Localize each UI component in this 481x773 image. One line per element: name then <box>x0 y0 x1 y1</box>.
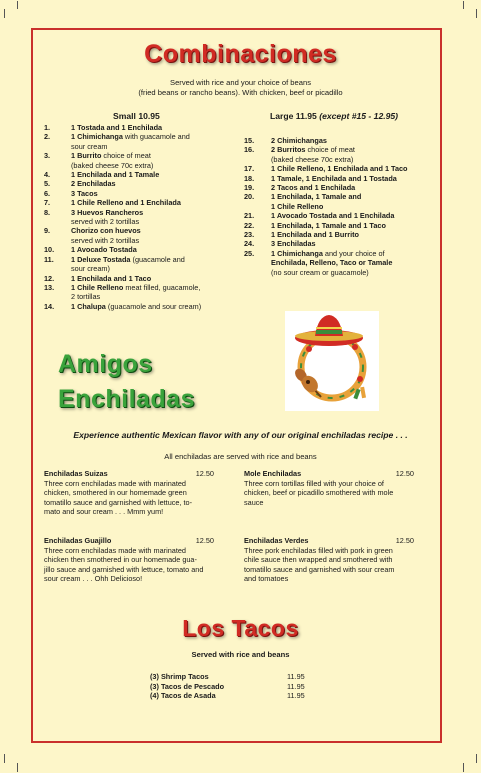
taco-name: (3) Shrimp Tacos <box>150 672 209 681</box>
combo-number: 15. <box>244 136 255 145</box>
enchilada-item <box>244 469 420 507</box>
combo-detail: sour cream) <box>71 264 110 274</box>
combo-name: 2 Enchiladas <box>71 179 116 189</box>
combo-item <box>44 151 234 160</box>
tacos-subtitle: Served with rice and beans <box>191 650 290 659</box>
combo-text <box>271 202 434 211</box>
large-heading-note: (except #15 - 12.95) <box>319 111 399 121</box>
enchilada-description-line: chile sauce then wrapped and smothered with <box>244 555 393 565</box>
combo-name: 1 Chile Relleno, 1 Enchilada and 1 Taco <box>271 164 408 174</box>
subtitle-line: (fried beans or rancho beans). With chicken, beef or picadillo <box>138 88 343 97</box>
combinaciones-title: Combinaciones <box>144 40 337 68</box>
subtitle-line: Served with rice and your choice of beans <box>170 78 311 87</box>
combo-item <box>244 249 434 258</box>
combo-number <box>244 155 271 164</box>
small-combo-list <box>44 123 234 311</box>
combo-number: 2. <box>44 132 51 142</box>
combo-number: 8. <box>44 207 51 217</box>
taco-item <box>150 672 305 682</box>
enchiladas-served-note: All enchiladas are served with rice and beans <box>164 452 317 461</box>
combo-text <box>271 136 434 145</box>
combo-text <box>71 151 234 160</box>
combo-number <box>44 236 71 245</box>
combo-item <box>44 236 234 245</box>
combo-item <box>44 292 234 301</box>
enchilada-price: 12.50 <box>395 536 414 545</box>
combo-text <box>71 292 234 301</box>
combo-number <box>244 202 271 211</box>
enchilada-name: Enchiladas Verdes <box>244 536 309 545</box>
combo-item <box>44 123 234 132</box>
enchiladas-title-line1: Amigos <box>58 350 153 378</box>
combo-item <box>244 183 434 192</box>
taco-price: 11.95 <box>287 672 305 681</box>
combo-text <box>271 258 434 267</box>
combo-number <box>244 268 271 277</box>
combo-name: 1 Enchilada, 1 Tamale and <box>271 192 362 202</box>
enchilada-description-line: sour cream . . . Ohh Delicioso! <box>44 574 143 584</box>
combo-name: 1 Chile Relleno <box>71 282 124 292</box>
combo-item <box>44 226 234 235</box>
enchiladas-title-line2: Enchiladas <box>58 385 195 413</box>
crop-mark <box>476 754 477 763</box>
combo-name: Enchilada, Relleno, Taco or Tamale <box>271 258 393 268</box>
combo-item <box>44 189 234 198</box>
taco-item <box>150 682 305 692</box>
combo-number: 4. <box>44 170 51 180</box>
combo-item <box>44 208 234 217</box>
combo-text <box>71 226 234 235</box>
combo-name: 3 Enchiladas <box>271 239 316 249</box>
small-heading: Small 10.95 <box>113 111 160 121</box>
combo-number: 1. <box>44 123 51 132</box>
enchilada-description-line: chicken, smothered in our homemade green <box>44 488 187 498</box>
combo-item <box>244 174 434 183</box>
taco-price: 11.95 <box>287 681 305 691</box>
combo-item <box>44 283 234 292</box>
enchilada-description-line: chicken, beef or picadillo smothered with mole <box>244 488 394 498</box>
combo-text <box>71 161 234 170</box>
combo-detail: served with 2 tortillas <box>71 235 140 245</box>
combo-number: 7. <box>44 198 51 208</box>
enchilada-description-line: and tomatoes <box>244 574 289 584</box>
crop-mark <box>17 763 18 772</box>
combo-number: 18. <box>244 173 255 183</box>
enchilada-description-line: Three pork enchiladas filled with pork in green <box>244 545 393 555</box>
large-heading <box>270 111 398 121</box>
combo-item <box>244 145 434 154</box>
combo-detail: choice of meat <box>101 151 151 161</box>
combo-name: 1 Tostada and 1 Enchilada <box>71 123 163 132</box>
combo-text <box>271 183 434 192</box>
large-heading-label: Large 11.95 <box>270 111 317 121</box>
combo-name: 3 Tacos <box>71 188 98 198</box>
combo-item <box>244 136 434 145</box>
combo-text <box>71 302 234 311</box>
crop-mark <box>463 1 464 9</box>
combo-item <box>244 155 434 164</box>
enchilada-description-line: tomatillo sauce and garnished with sour cream <box>244 564 395 574</box>
combo-text <box>71 142 234 151</box>
combo-number: 23. <box>244 230 255 240</box>
combo-name: 1 Enchilada, 1 Tamale and 1 Taco <box>271 220 386 230</box>
combo-name: 1 Avocado Tostada <box>71 245 137 255</box>
crop-mark <box>476 9 477 18</box>
combo-text <box>71 274 234 283</box>
enchilada-price: 12.50 <box>195 536 214 545</box>
sombrero-logo <box>285 311 379 411</box>
combo-number: 6. <box>44 188 51 198</box>
sombrero-icon <box>285 311 379 411</box>
combo-text <box>71 123 234 132</box>
crop-mark <box>463 763 464 772</box>
combo-item <box>44 179 234 188</box>
combo-item <box>244 221 434 230</box>
taco-name: (3) Tacos de Pescado <box>150 681 225 691</box>
combo-number: 14. <box>44 301 55 311</box>
combo-text <box>71 198 234 207</box>
combo-number: 22. <box>244 220 255 230</box>
crop-mark <box>4 754 5 763</box>
combo-number <box>244 258 271 267</box>
combo-number: 17. <box>244 164 255 174</box>
combo-text <box>71 179 234 188</box>
combo-number <box>44 142 71 151</box>
large-combo-list <box>244 136 434 277</box>
combo-number: 24. <box>244 239 255 249</box>
enchilada-item <box>44 536 220 584</box>
enchilada-name: Mole Enchiladas <box>244 469 302 478</box>
combo-name: 1 Tamale, 1 Enchilada and 1 Tostada <box>271 173 397 183</box>
combo-item <box>44 274 234 283</box>
combo-text <box>71 283 234 292</box>
combo-name: 1 Enchilada and 1 Tamale <box>71 170 160 180</box>
tacos-title: Los Tacos <box>182 615 299 641</box>
combo-item <box>244 211 434 220</box>
combo-name: 1 Chimichanga <box>71 132 123 142</box>
combo-text <box>71 208 234 217</box>
combo-number: 11. <box>44 254 54 264</box>
enchilada-description-line: Three corn enchiladas made with marinated <box>44 478 186 488</box>
combo-text <box>71 245 234 254</box>
tacos-list <box>150 672 305 701</box>
combo-item <box>244 230 434 239</box>
combo-detail: (guacamole and <box>130 254 185 264</box>
combo-text <box>71 132 234 141</box>
enchilada-header <box>44 536 220 546</box>
combo-text <box>71 170 234 179</box>
combo-number: 12. <box>44 273 55 283</box>
combo-number: 21. <box>244 211 255 221</box>
combo-item <box>44 217 234 226</box>
enchilada-price: 12.50 <box>195 469 214 478</box>
combo-name: 1 Chile Relleno <box>271 201 324 211</box>
enchilada-description-line: Three corn tortillas filled with your choice of <box>244 478 384 488</box>
combo-item <box>44 170 234 179</box>
combo-item <box>44 142 234 151</box>
combo-text <box>71 255 234 264</box>
combo-item <box>44 245 234 254</box>
enchilada-header <box>244 536 420 546</box>
combo-name: 1 Avocado Tostada and 1 Enchilada <box>271 211 395 221</box>
combo-text <box>271 211 434 220</box>
combo-name: 1 Burrito <box>71 151 102 161</box>
enchilada-item <box>44 469 220 517</box>
combo-name: Chorizo con huevos <box>71 226 141 236</box>
combo-text <box>271 249 434 258</box>
combo-item <box>44 255 234 264</box>
combo-detail: 2 tortillas <box>71 292 101 302</box>
crop-mark <box>17 1 18 9</box>
combo-item <box>44 198 234 207</box>
combo-number <box>44 292 71 301</box>
combinaciones-subtitle <box>0 78 481 98</box>
combo-name: 1 Chalupa <box>71 301 106 311</box>
combo-detail: choice of meat <box>305 145 355 155</box>
enchilada-header <box>244 469 420 479</box>
combo-name: 1 Chile Relleno and 1 Enchilada <box>71 198 181 208</box>
taco-name: (4) Tacos de Asada <box>150 691 216 700</box>
taco-price: 11.95 <box>287 691 305 700</box>
combo-text <box>271 221 434 230</box>
combo-number: 3. <box>44 151 51 161</box>
combo-detail: (baked cheese 70c extra) <box>271 154 354 164</box>
combo-text <box>271 192 434 201</box>
combo-text <box>71 217 234 226</box>
combo-name: 2 Chimichangas <box>271 136 327 145</box>
combo-number: 10. <box>44 245 55 255</box>
combo-detail: meat filled, guacamole, <box>123 282 201 292</box>
combo-item <box>44 161 234 170</box>
combo-text <box>71 264 234 273</box>
combo-text <box>71 236 234 245</box>
combo-name: 2 Burritos <box>271 145 306 155</box>
combo-number: 20. <box>244 192 255 202</box>
combo-name: 2 Tacos and 1 Enchilada <box>271 183 356 193</box>
combo-name: 1 Enchilada and 1 Burrito <box>271 230 359 240</box>
enchilada-header <box>44 469 220 479</box>
crop-mark <box>4 9 5 18</box>
combo-item <box>244 192 434 201</box>
combo-item <box>244 239 434 248</box>
combo-text <box>271 155 434 164</box>
enchilada-description-line: chicken then smothered in our homemade gua- <box>44 555 197 565</box>
combo-item <box>44 302 234 311</box>
combo-item <box>244 164 434 173</box>
combo-number <box>44 161 71 170</box>
enchiladas-tagline: Experience authentic Mexican flavor with any of our original enchiladas recipe . . . <box>73 430 408 440</box>
combo-number: 19. <box>244 183 255 193</box>
combo-detail: sour cream <box>71 141 108 151</box>
combo-number: 5. <box>44 179 51 189</box>
enchilada-name: Enchiladas Guajillo <box>44 536 112 545</box>
combo-detail: (baked cheese 70c extra) <box>71 160 154 170</box>
combo-item <box>244 202 434 211</box>
combo-number: 9. <box>44 226 51 236</box>
combo-detail: (no sour cream or guacamole) <box>271 267 369 277</box>
combo-name: 1 Deluxe Tostada <box>71 254 131 264</box>
enchilada-description-line: Three corn enchiladas made with marinated <box>44 545 186 555</box>
enchilada-name: Enchiladas Suizas <box>44 469 108 478</box>
combo-detail: and your choice of <box>322 248 385 258</box>
enchilada-description-line: tomatillo sauce and garnished with lettuce, to- <box>44 497 193 507</box>
combo-detail: served with 2 tortillas <box>71 217 140 227</box>
combo-name: 1 Chimichanga <box>271 248 323 258</box>
combo-number: 25. <box>244 248 255 258</box>
taco-item <box>150 691 305 701</box>
combo-detail: with guacamole and <box>122 132 190 142</box>
combo-text <box>71 189 234 198</box>
enchilada-price: 12.50 <box>395 469 414 478</box>
combo-item <box>244 258 434 267</box>
combo-item <box>44 264 234 273</box>
combo-text <box>271 230 434 239</box>
combo-number: 13. <box>44 282 55 292</box>
enchilada-description-line: jillo sauce and garnished with lettuce, tomato and <box>44 564 204 574</box>
combo-text <box>271 174 434 183</box>
combo-text <box>271 239 434 248</box>
combo-number <box>44 217 71 226</box>
enchilada-item <box>244 536 420 584</box>
combo-text <box>271 164 434 173</box>
enchilada-description-line: mato and sour cream . . . Mmm yum! <box>44 507 164 517</box>
combo-number <box>44 264 71 273</box>
combo-text <box>271 268 434 277</box>
combo-item <box>44 132 234 141</box>
combo-name: 3 Huevos Rancheros <box>71 207 144 217</box>
combo-text <box>271 145 434 154</box>
combo-number: 16. <box>244 145 255 155</box>
combo-detail: (guacamole and sour cream) <box>105 301 202 311</box>
combo-name: 1 Enchilada and 1 Taco <box>71 273 152 283</box>
enchilada-description-line: sauce <box>244 497 264 507</box>
combo-item <box>244 268 434 277</box>
